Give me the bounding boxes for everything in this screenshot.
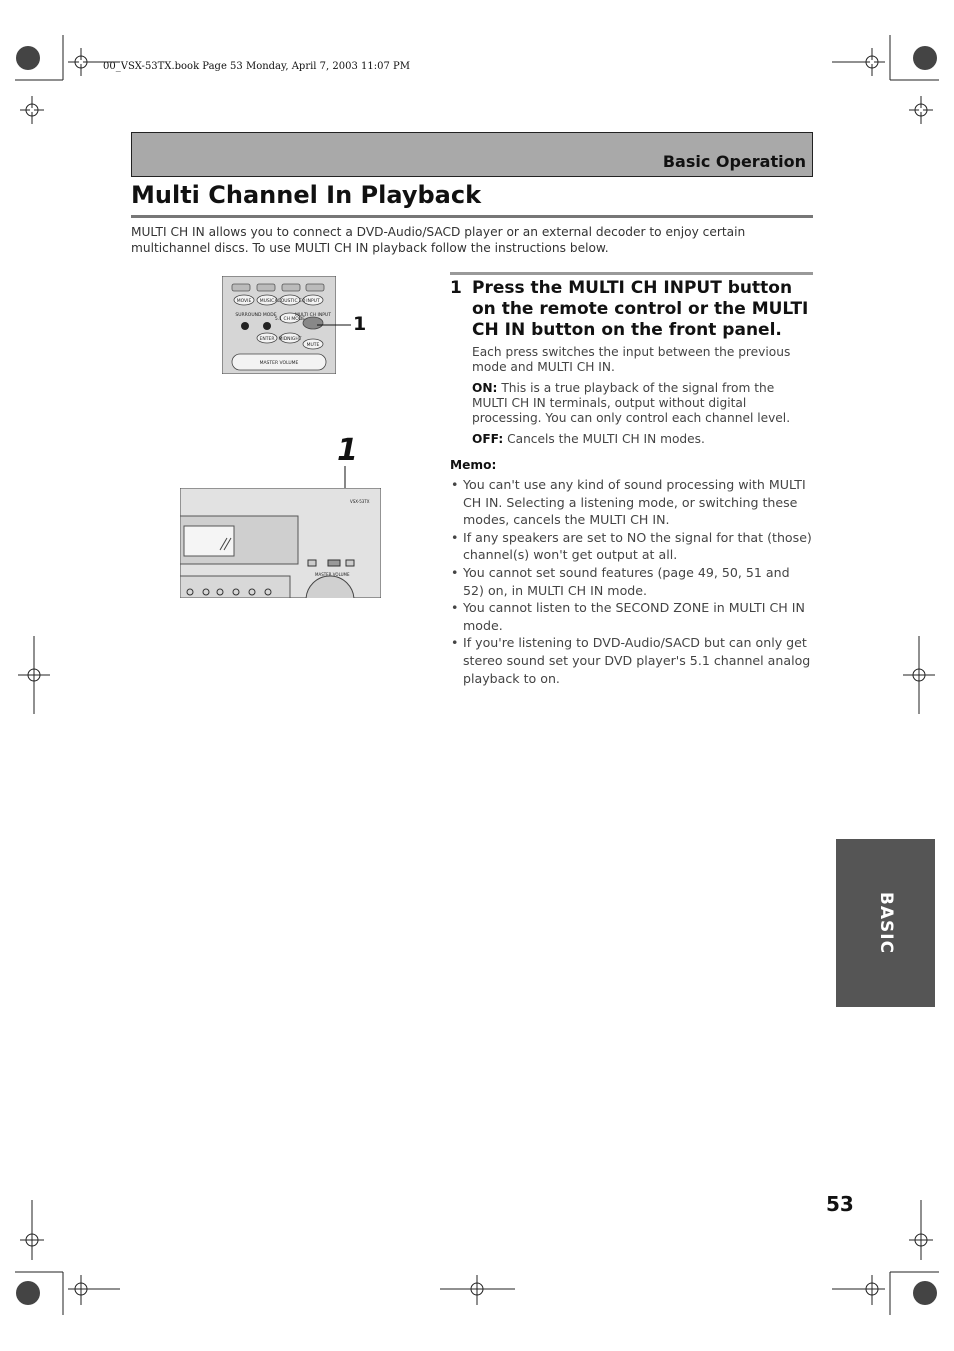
option-off	[472, 432, 812, 447]
section-header-bar	[131, 132, 813, 177]
memo-item: • If any speakers are set to NO the signal for that (those) channel(s) won't get output at all.	[450, 529, 814, 564]
option-on	[472, 381, 812, 426]
receiver-front-panel-illustration	[180, 488, 381, 598]
memo-item: • You can't use any kind of sound processing with MULTI CH IN. Selecting a listening mode, or switching these modes, cancels the MULTI CH IN.	[450, 476, 814, 529]
page-title: Multi Channel In Playback	[131, 181, 482, 209]
intro-paragraph: MULTI CH IN allows you to connect a DVD-Audio/SACD player or an external decoder to enjoy certain multichannel discs. To use MULTI CH IN playback follow the instructions below.	[131, 225, 746, 255]
memo-item: • You cannot set sound features (page 49, 50, 51 and 52) on, in MULTI CH IN mode.	[450, 564, 814, 599]
remote-btn-midnight: MIDNIGHT	[278, 337, 302, 342]
print-header: 00_VSX-53TX.book Page 53 Monday, April 7, 2003 11:07 PM	[103, 61, 410, 72]
receiver-master-volume-label: MASTER VOLUME	[315, 572, 350, 577]
memo-list	[450, 476, 814, 687]
title-rule	[131, 215, 813, 218]
option-off-label: OFF:	[472, 432, 504, 446]
step-description: Each press switches the input between the previous mode and MULTI CH IN.	[472, 345, 791, 374]
remote-btn-surround-mode: SURROUND MODE	[235, 313, 277, 318]
remote-callout-number: 1	[353, 313, 367, 335]
step-rule	[450, 272, 813, 275]
option-on-text: This is a true playback of the signal from the MULTI CH IN terminals, output without digital processing. You can only control each channel level.	[472, 381, 791, 425]
memo-item: • You cannot listen to the SECOND ZONE in MULTI CH IN mode.	[450, 599, 814, 634]
remote-callout-line	[317, 320, 353, 330]
option-on-label: ON:	[472, 381, 498, 395]
option-off-text: Cancels the MULTI CH IN modes.	[507, 432, 705, 446]
remote-master-volume-label: MASTER VOLUME	[259, 361, 299, 366]
remote-btn-input: INPUT	[306, 299, 320, 304]
side-tab-basic	[836, 839, 935, 1007]
remote-btn-5-1ch-mode: 5.1 CH MODE	[274, 317, 306, 322]
remote-btn-enter: ENTER	[259, 337, 275, 342]
remote-btn-movie: MOVIE	[236, 299, 252, 304]
receiver-callout-number: 1	[337, 433, 358, 468]
remote-btn-acoustic-eq: ACOUSTIC EQ	[274, 299, 306, 304]
remote-btn-music: MUSIC	[259, 299, 275, 304]
side-tab-label: BASIC	[875, 891, 896, 955]
page-number: 53	[826, 1192, 854, 1216]
step-number: 1	[450, 278, 462, 298]
section-title: Basic Operation	[662, 152, 806, 171]
memo-item: • If you're listening to DVD-Audio/SACD but can only get stereo sound set your DVD player's 5.1 channel analog playback to on.	[450, 634, 814, 687]
step-instruction: Press the MULTI CH INPUT button on the remote control or the MULTI CH IN button on the front panel.	[472, 278, 809, 340]
remote-btn-mute: MUTE	[306, 343, 320, 348]
receiver-model-label: VSX-53TX	[350, 499, 370, 504]
memo-title: Memo:	[450, 458, 497, 472]
remote-btn-multi-ch-input: MULTI CH INPUT	[295, 313, 331, 318]
